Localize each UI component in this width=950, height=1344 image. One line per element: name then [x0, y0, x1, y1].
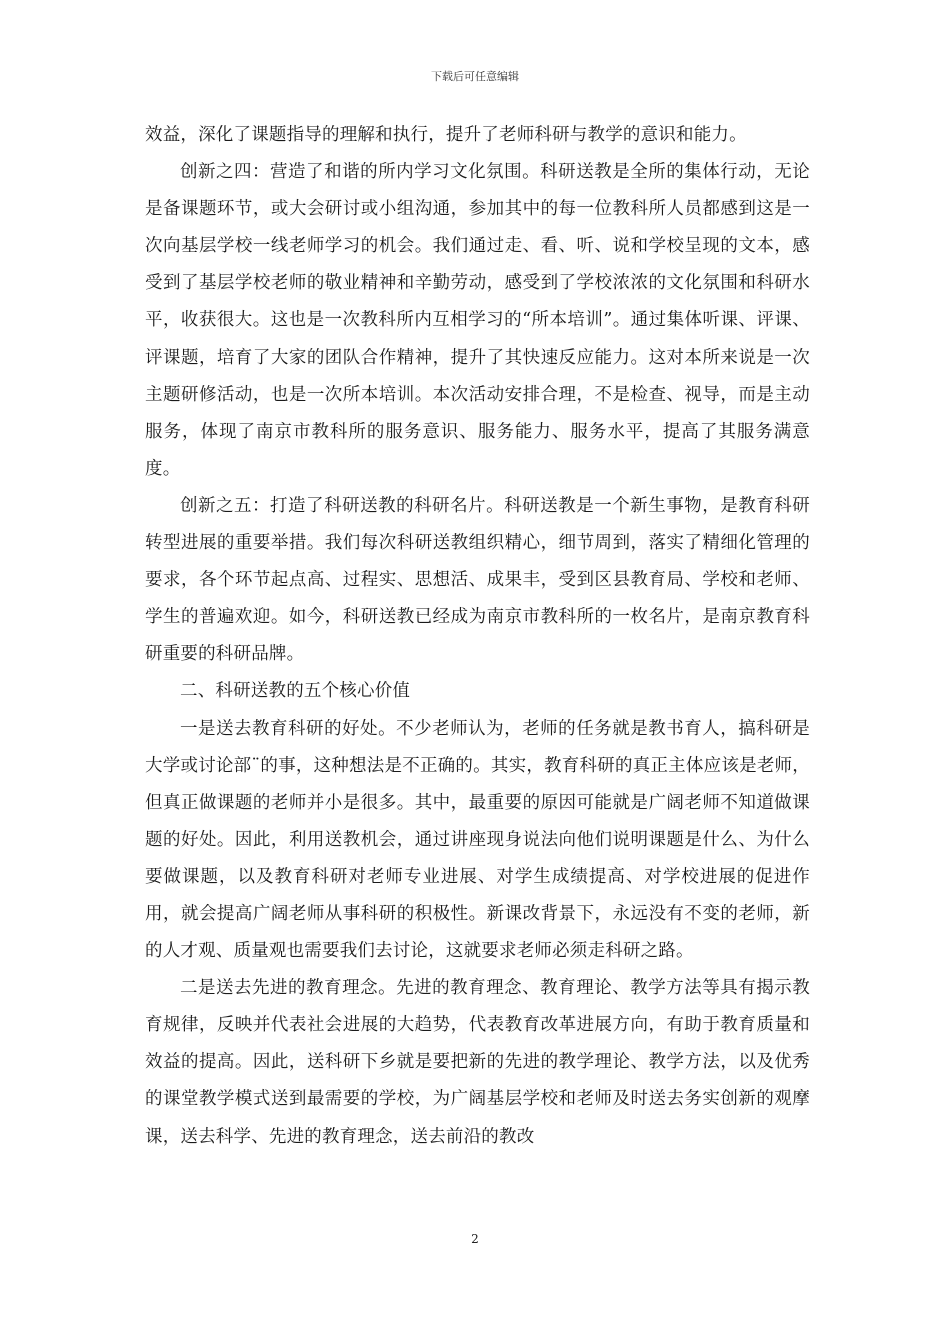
paragraph-innovation-five: 创新之五：打造了科研送教的科研名片。科研送教是一个新生事物，是教育科研转型进展的重要举措。我们每次科研送教组织精心，细节周到，落实了精细化管理的要求，各个环节起点高、过程实、思想活、成果丰，受到区县教育局、学校和老师、学生的普遍欢迎。如今，科研送教已经成为南京市教科所的一枚名片，是南京教育科研重要的科研品牌。: [145, 495, 810, 665]
paragraph-innovation-four: 创新之四：营造了和谐的所内学习文化氛围。科研送教是全所的集体行动，无论是备课题环节，或大会研讨或小组沟通，参加其中的每一位教科所人员都感到这是一次向基层学校一线老师学习的机会。我们通过走、看、听、说和学校呈现的文本，感受到了基层学校老师的敬业精神和辛勤劳动，感受到了学校浓浓的文化氛围和科研水平，收获很大。这也是一次教科所内互相学习的“所本培训”。通过集体听课、评课、评课题，培育了大家的团队合作精神，提升了其快速反应能力。这对本所来说是一次主题研修活动，也是一次所本培训。本次活动安排合理，不是检查、视导，而是主动服务，体现了南京市教科所的服务意识、服务能力、服务水平，提高了其服务满意度。: [145, 162, 810, 479]
section-heading: 二、科研送教的五个核心价值: [180, 681, 411, 702]
paragraph-value-two: 二是送去先进的教育理念。先进的教育理念、教育理论、教学方法等具有揭示教育规律，反映并代表社会进展的大趋势，代表教育改革进展方向，有助于教育质量和效益的提高。因此，送科研下乡就是要把新的先进的教学理论、教学方法，以及优秀的课堂教学模式送到最需要的学校，为广阔基层学校和老师及时送去务实创新的观摩课，送去科学、先进的教育理念，送去前沿的教改: [145, 978, 810, 1147]
page-number: 2: [471, 1232, 479, 1246]
page-header: 下载后可任意编辑: [431, 70, 519, 83]
paragraph-continuation: 效益，深化了课题指导的理解和执行，提升了老师科研与教学的意识和能力。: [145, 125, 747, 145]
document-body: [145, 117, 810, 1156]
paragraph-value-one: 一是送去教育科研的好处。不少老师认为，老师的任务就是教书育人，搞科研是大学或讨论部¨的事，这种想法是不正确的。其实，教育科研的真正主体应该是老师，但真正做课题的老师并小是很多。其中，最重要的原因可能就是广阔老师不知道做课题的好处。因此，利用送教机会，通过讲座现身说法向他们说明课题是什么、为什么要做课题，以及教育科研对老师专业进展、对学生成绩提高、对学校进展的促进作用，就会提高广阔老师从事科研的积极性。新课改背景下，永远没有不变的老师，新的人才观、质量观也需要我们去讨论，这就要求老师必须走科研之路。: [145, 718, 810, 962]
